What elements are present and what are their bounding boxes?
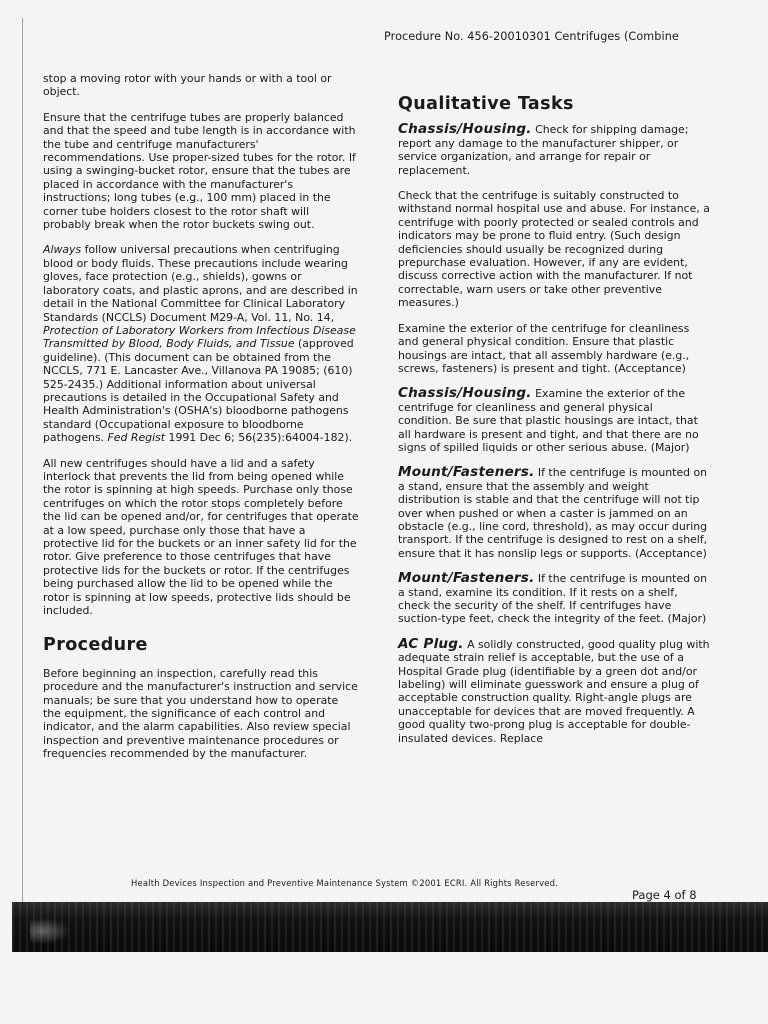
paragraph-procedure-intro: Before beginning an inspection, carefully read this procedure and the manufacturer's instruction and service manuals; be sure that you understand how to operate the equipment, the significance of each control and indicator, and the alarm capabilities. Also review special inspection and preventive maintenance procedures or frequencies recommended by the manufacturer. — [43, 666, 358, 761]
precautions-text-b: (approved guideline). (This document can be obtained from the NCCLS, 771 E. Lancaster Ave., Villanova PA 19085; (610) 525-2435.) Additional information about universal precautions is detailed in the Occupational Safety and Health Administration's (OSHA's) bloodborne pathogens standard (Occupational exposure to bloodborne pathogens. — [43, 337, 354, 445]
scan-artifact — [30, 918, 70, 944]
qualitative-tasks-heading: Qualitative Tasks — [398, 94, 574, 114]
task-title: Chassis/Housing. — [398, 121, 532, 138]
scan-margin-rule — [22, 18, 23, 933]
paragraph-universal-precautions — [43, 243, 359, 444]
paragraph-tube-balance: Ensure that the centrifuge tubes are properly balanced and that the speed and tube length is in accordance with the tube and centrifuge manufacturers' recommendations. Use proper-sized tubes for the rotor. If using a swinging-bucket rotor, ensure that the tubes are placed in accordance with the manufacturer's instructions; long tubes (e.g., 100 mm) placed in the corner tube holders closest to the rotor shaft will probably break when the rotor buckets swing out. — [43, 110, 356, 232]
task-title: Chassis/Housing. — [398, 385, 532, 402]
paragraph-rotor-warning: stop a moving rotor with your hands or with a tool or object. — [43, 72, 332, 99]
scanner-edge-bar — [12, 902, 768, 952]
paragraph-construction-check: Check that the centrifuge is suitably constructed to withstand normal hospital use and abuse. For instance, a centrifuge with poorly protected or sealed controls and indicators may be prone to fluid entry. (Such design deficiencies should usually be recognized during prepurchase evaluation. However, if any are evident, discuss corrective action with the manufacturer. If not correctable, warn users or take other preventive measures.) — [398, 189, 710, 310]
task-mount-fasteners-acceptance — [398, 466, 710, 560]
task-title: Mount/Fasteners. — [398, 570, 535, 587]
task-text: Check for shipping damage; report any damage to the manufacturer shipper, or service organization, and arrange for repair or replacement. — [398, 123, 689, 177]
fed-regist-citation: Fed Regist — [107, 431, 166, 445]
task-chassis-housing-major — [398, 387, 710, 454]
precautions-text-a: follow universal precautions when centrifuging blood or body fluids. These precautions include wearing gloves, face protection (e.g., shields), gowns or laboratory coats, and plastic aprons, and are described in detail in the National Committee for Clinical Laboratory Standards (NCCLS) Document M29-A, Vol. 11, No. 14, — [43, 243, 358, 324]
scan-mark — [182, 904, 185, 910]
task-text: Examine the exterior of the centrifuge for cleanliness and general physical condition. Be sure that plastic housings are intact, that all hardware is present and tight, and that there are no signs of spilled liquids or other serious abuse. (Major) — [398, 387, 699, 454]
task-text: If the centrifuge is mounted on a stand, ensure that the assembly and weight distribution is stable and that the centrifuge will not tip over when pushed or when a caster is jammed on an obstacle (e.g., line cord, threshold), as may occur during transport. If the centrifuge is designed to rest on a shelf, ensure that it has nonslip legs or supports. (Acceptance) — [398, 466, 708, 560]
task-mount-fasteners-major — [398, 572, 710, 626]
always-emphasis: Always — [43, 243, 82, 257]
procedure-heading: Procedure — [43, 635, 148, 656]
document-title: Protection of Laboratory Workers from Infectious Disease Transmitted by Blood, Body Fluids, and Tissue — [43, 323, 356, 351]
task-ac-plug — [398, 635, 710, 745]
precautions-text-c: 1991 Dec 6; 56(235):64004-182). — [165, 431, 353, 445]
paragraph-lid-interlock: All new centrifuges should have a lid and a safety interlock that prevents the lid from being opened while the rotor is spinning at high speeds. Purchase only those centrifuges on which the rotor stops completely before the lid can be opened and/or, for centrifuges that operate at a low speed, purchase only those that have a protective lid for the buckets or an inner safety lid for the rotor. Give preference to those centrifuges that have protective lids for the buckets or rotor. If the centrifuges being purchased allow the lid to be opened while the rotor is spinning at low speeds, protective lids should be included. — [43, 456, 359, 618]
page-number: Page 4 of 8 — [632, 888, 697, 902]
paragraph-exterior-check: Examine the exterior of the centrifuge for cleanliness and general physical condition. Ensure that plastic housings are intact, that all assembly hardware (e.g., screws, fasteners) is present and tight. (Acceptance) — [398, 321, 690, 375]
task-chassis-housing-acceptance — [398, 123, 710, 177]
task-text: If the centrifuge is mounted on a stand, examine its condition. If it rests on a shelf, check the security of the shelf. If centrifuges have suction-type feet, check the integrity of the feet. (Major) — [398, 572, 708, 626]
right-column — [398, 94, 710, 757]
page-header: Procedure No. 456-20010301 Centrifuges (Combine — [384, 30, 679, 43]
copyright-footer: Health Devices Inspection and Preventive Maintenance System ©2001 ECRI. All Rights Reserved. — [131, 878, 559, 888]
left-column — [43, 72, 359, 773]
task-text: A solidly constructed, good quality plug with adequate strain relief is acceptable, but the use of a Hospital Grade plug (identifiable by a green dot and/or labeling) will eliminate guesswork and ensure a plug of acceptable construction quality. Right-angle plugs are unacceptable for devices that are moved frequently. A good quality two-prong plug is acceptable for double-insulated devices. Replace — [398, 637, 710, 745]
task-title: AC Plug. — [398, 635, 464, 652]
task-title: Mount/Fasteners. — [398, 464, 535, 481]
